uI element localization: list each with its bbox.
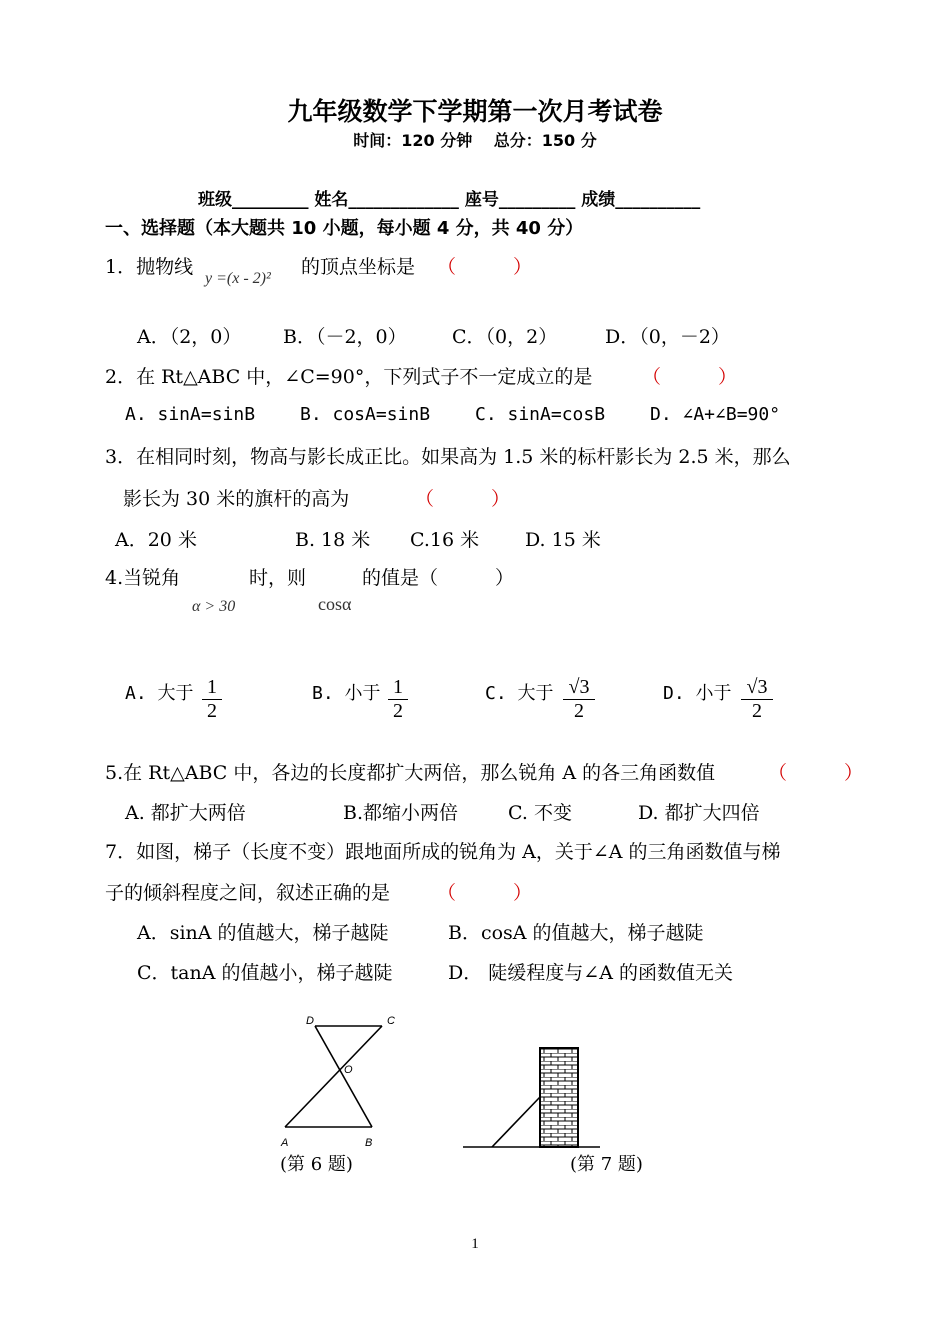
question-1-stem: 1．抛物线: [105, 256, 194, 278]
figure-7-diagram: [460, 1045, 600, 1155]
figure-6-diagram: [270, 1010, 400, 1155]
question-1-option-a: A．（2，0）: [137, 326, 242, 348]
brick-wall: [540, 1048, 578, 1147]
question-7-option-d: D． 陡缓程度与∠A 的函数值无关: [448, 962, 733, 984]
question-3-line-2: 影长为 30 米的旗杆的高为: [123, 488, 350, 510]
ladder-line: [492, 1097, 540, 1147]
question-7-line-2: 子的倾斜程度之间，叙述正确的是: [105, 882, 391, 904]
question-5-option-d: D. 都扩大四倍: [638, 802, 760, 824]
fraction-denominator: 2: [202, 699, 222, 723]
question-1-stem-tail: 的顶点坐标是: [301, 256, 416, 278]
question-4-option-a: A. 大于: [125, 683, 194, 704]
figure-7-caption: (第 7 题): [570, 1154, 643, 1175]
question-1-option-d: D．（0，－2）: [605, 326, 730, 348]
question-7-option-b: B．cosA 的值越大，梯子越陡: [448, 922, 704, 944]
question-3-option-c: C.16 米: [410, 529, 480, 551]
question-1-option-b: B．（－2，0）: [283, 326, 407, 348]
question-3-line-1: 3．在相同时刻，物高与影长成正比。如果高为 1.5 米的标杆影长为 2.5 米，那么: [105, 446, 791, 468]
fraction-numerator: √3: [568, 676, 590, 698]
student-info-line: 班级_________ 姓名_____________ 座号_________ 成绩__________: [198, 190, 701, 210]
question-4-option-d: D. 小于: [663, 683, 732, 704]
question-4-fraction-a: [202, 676, 222, 723]
question-3-option-b: B. 18 米: [295, 529, 371, 551]
question-4-fraction-d: [741, 676, 773, 723]
question-5-stem: 5.在 Rt△ABC 中，各边的长度都扩大两倍，那么锐角 A 的各三角函数值: [105, 762, 716, 784]
question-5-option-c: C. 不变: [508, 802, 572, 824]
page-number: 1: [471, 1236, 479, 1252]
question-4-fraction-b: [388, 676, 408, 723]
question-7-option-c: C．tanA 的值越小，梯子越陡: [137, 962, 393, 984]
fraction-numerator: 1: [207, 676, 217, 698]
figure-6-caption: (第 6 题): [280, 1154, 353, 1175]
question-1-answer-paren: （ ）: [437, 256, 533, 278]
figure-6-label-o: O: [344, 1064, 353, 1076]
question-5-answer-paren: （ ）: [768, 762, 864, 784]
fraction-numerator: √3: [746, 676, 768, 698]
figure-6-label-d: D: [306, 1015, 314, 1027]
question-2-answer-paren: （ ）: [642, 366, 738, 388]
question-1-formula: y =(x - 2)²: [205, 270, 271, 287]
figure-6-label-a: A: [281, 1137, 289, 1149]
page-title: 九年级数学下学期第一次月考试卷: [287, 97, 663, 126]
fraction-denominator: 2: [563, 699, 595, 723]
question-2-option-b: B. cosA=sinB: [300, 404, 431, 425]
question-7-option-a: A．sinA 的值越大，梯子越陡: [137, 922, 389, 944]
question-4-alpha-condition: α > 30: [192, 598, 236, 615]
question-2-stem: 2．在 Rt△ABC 中，∠C=90°，下列式子不一定成立的是: [105, 366, 593, 388]
question-2-option-d: D. ∠A+∠B=90°: [650, 404, 781, 425]
question-3-option-d: D. 15 米: [525, 529, 601, 551]
question-1-option-c: C．（0，2）: [452, 326, 558, 348]
question-4-option-c: C. 大于: [485, 683, 554, 704]
question-5-option-b: B.都缩小两倍: [343, 802, 459, 824]
question-4-cos-alpha: cosα: [318, 594, 352, 614]
exam-time-and-score: 时间：120 分钟 总分：150 分: [353, 131, 597, 150]
question-4-stem-c: 的值是（ ）: [362, 567, 515, 589]
question-7-line-1: 7．如图，梯子（长度不变）跟地面所成的锐角为 A，关于∠A 的三角函数值与梯: [105, 841, 781, 863]
section-heading: 一、选择题（本大题共 10 小题，每小题 4 分，共 40 分）: [105, 218, 584, 239]
question-4-fraction-c: [563, 676, 595, 723]
figure-6-label-b: B: [365, 1137, 373, 1149]
fraction-denominator: 2: [388, 699, 408, 723]
question-2-option-a: A. sinA=sinB: [125, 404, 256, 425]
question-3-answer-paren: （ ）: [415, 488, 511, 510]
question-4-stem-b: 时，则: [249, 567, 307, 589]
question-2-option-c: C. sinA=cosB: [475, 404, 606, 425]
question-4-stem-a: 4.当锐角: [105, 567, 181, 589]
figure-6-label-c: C: [387, 1015, 395, 1027]
question-7-answer-paren: （ ）: [437, 882, 533, 904]
question-5-option-a: A. 都扩大两倍: [125, 802, 246, 824]
question-3-option-a: A．20 米: [115, 529, 197, 551]
fraction-numerator: 1: [393, 676, 403, 698]
question-4-option-b: B. 小于: [312, 683, 381, 704]
fraction-denominator: 2: [741, 699, 773, 723]
